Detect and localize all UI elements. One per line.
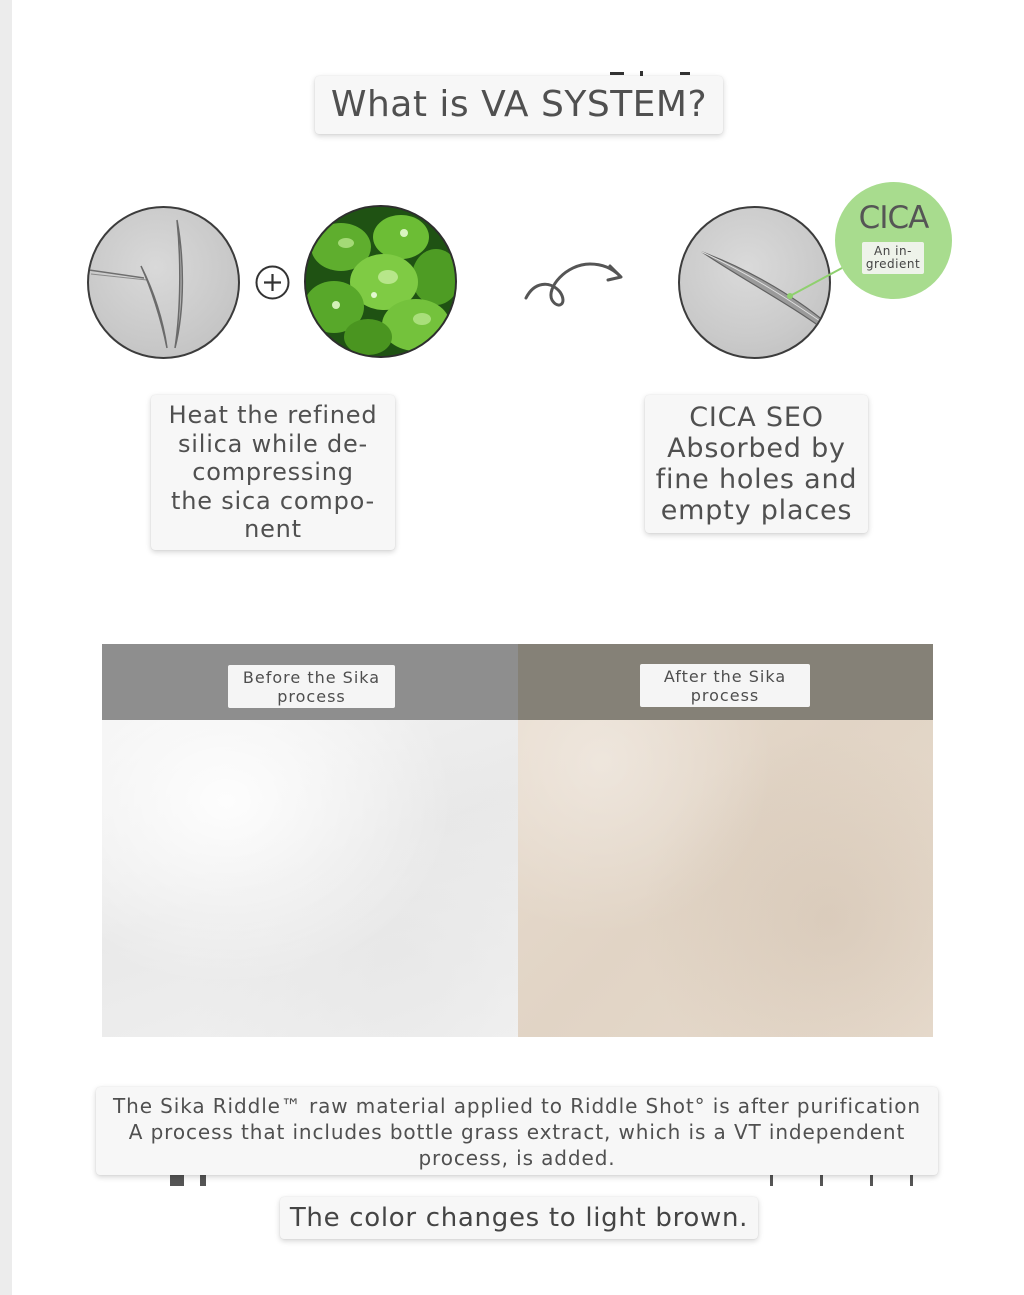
step-text-line: silica while de- (177, 429, 369, 458)
cica-badge-subtitle-line: gredient (865, 257, 921, 271)
plus-circle-icon (255, 265, 290, 300)
step-text-line: Absorbed by (667, 433, 846, 464)
color-change-caption: The color changes to light brown. (280, 1197, 758, 1239)
swirl-arrow-icon (520, 252, 628, 310)
after-process-label: After the Sika process (640, 664, 810, 707)
step-text-line: Heat the refined (168, 401, 378, 429)
cica-badge-subtitle (862, 242, 924, 274)
pointer-line (780, 262, 850, 302)
cica-badge (835, 182, 952, 299)
step-heat-description (151, 395, 395, 550)
step-text-line: nent (244, 515, 302, 543)
silica-image (87, 206, 240, 359)
description-line: The Sika Riddle™ raw material applied to Riddle Shot° is after purification (113, 1094, 921, 1118)
process-description (96, 1087, 938, 1175)
step-text-line: CICA SEO (689, 402, 824, 433)
step-text-line: empty places (660, 495, 853, 526)
description-line: process, is added. (418, 1146, 616, 1170)
silica-needle-icon (89, 208, 240, 359)
step-absorb-description (645, 395, 868, 533)
after-process-photo (518, 644, 933, 1037)
left-border-strip (0, 0, 12, 1295)
step-text-line: fine holes and (655, 464, 858, 495)
before-process-label: Before the Sika process (228, 665, 395, 708)
leaf-icon (306, 207, 457, 358)
step-text-line: the sica compo- (171, 486, 375, 515)
description-line: A process that includes bottle grass extract, which is a VT independent (128, 1120, 906, 1144)
page-title: What is VA SYSTEM? (315, 76, 723, 134)
cica-badge-subtitle-line: An in- (874, 244, 912, 258)
step-text-line: compressing (192, 458, 354, 486)
cica-leaves-image (304, 205, 457, 358)
before-process-photo (102, 644, 518, 1037)
cica-badge-title: CICA (858, 200, 929, 236)
